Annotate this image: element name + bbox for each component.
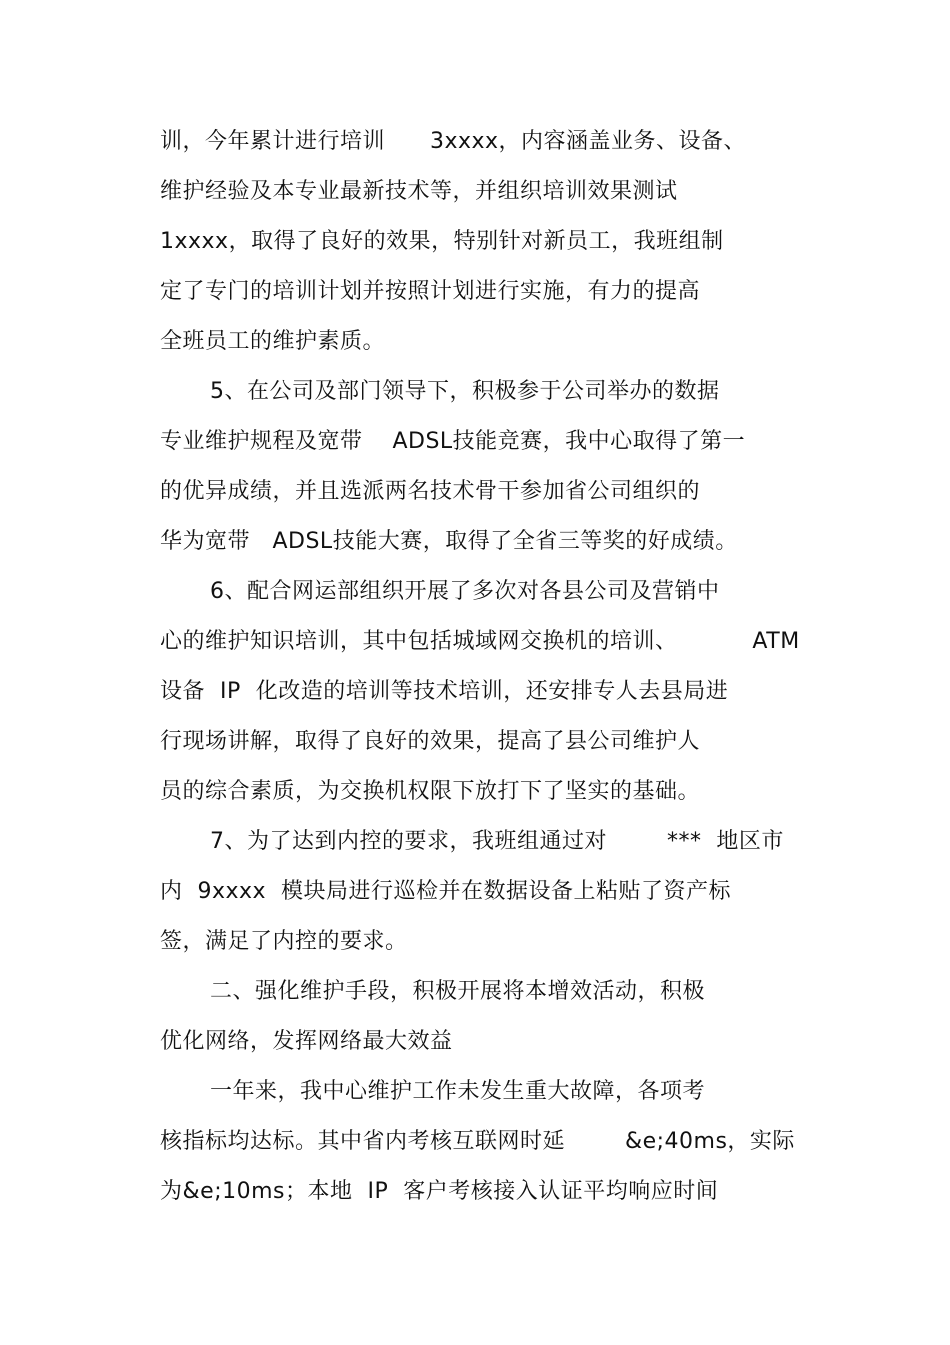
text-line: 内 9xxxx 模块局进行巡检并在数据设备上粘贴了资产标 (160, 879, 732, 904)
text-line: 训，今年累计进行培训 3xxxx，内容涵盖业务、设备、 (160, 129, 747, 154)
text-line: 设备 IP 化改造的培训等技术培训，还安排专人去县局进 (160, 679, 729, 704)
section-heading-2: 二、强化维护手段，积极开展将本增效活动，积极 (210, 979, 706, 1004)
text-line: 1xxxx，取得了良好的效果，特别针对新员工，我班组制 (160, 229, 724, 254)
text-line: 的优异成绩，并且选派两名技术骨干参加省公司组织的 (160, 479, 701, 504)
text-line: 专业维护规程及宽带 ADSL技能竞赛，我中心取得了第一 (160, 429, 746, 454)
text-line: 心的维护知识培训，其中包括城域网交换机的培训、 ATM (160, 629, 800, 654)
text-line: 维护经验及本专业最新技术等，并组织培训效果测试 (160, 179, 678, 204)
text-line: 为&e;10ms；本地 IP 客户考核接入认证平均响应时间 (160, 1179, 719, 1204)
text-line: 定了专门的培训计划并按照计划进行实施，有力的提高 (160, 279, 701, 304)
text-line: 华为宽带 ADSL技能大赛，取得了全省三等奖的好成绩。 (160, 529, 738, 554)
text-line: 签，满足了内控的要求。 (160, 929, 408, 954)
text-line: 行现场讲解，取得了良好的效果，提高了县公司维护人 (160, 729, 701, 754)
paragraph-7-start: 7、为了达到内控的要求，我班组通过对 *** 地区市 (210, 829, 784, 854)
text-line: 员的综合素质，为交换机权限下放打下了坚实的基础。 (160, 779, 701, 804)
text-line: 全班员工的维护素质。 (160, 329, 386, 354)
section-heading-2-cont: 优化网络，发挥网络最大效益 (160, 1029, 453, 1054)
text-line: 核指标均达标。其中省内考核互联网时延 &e;40ms，实际 (160, 1129, 795, 1154)
paragraph-5-start: 5、在公司及部门领导下，积极参于公司举办的数据 (210, 379, 720, 404)
paragraph-summary-start: 一年来，我中心维护工作未发生重大故障，各项考 (210, 1079, 706, 1104)
paragraph-6-start: 6、配合网运部组织开展了多次对各县公司及营销中 (210, 579, 720, 604)
